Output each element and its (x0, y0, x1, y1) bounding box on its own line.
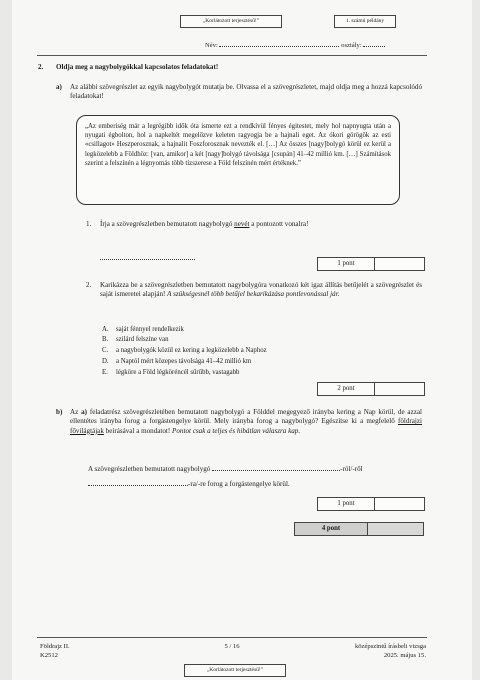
q2-points: 2 pont (318, 383, 375, 395)
q2-option[interactable]: E. légköre a Föld légköréncél sűrűbb, vastagabb (102, 369, 240, 376)
total-score-box (294, 522, 424, 536)
b-score-box (317, 497, 425, 511)
task-title: Oldja meg a nagybolygókkal kapcsolatos feladatokat! (56, 63, 219, 71)
direction-blank-1[interactable] (212, 470, 340, 471)
q2-text: Karikázza be a szövegrészletben bemutatott nagybolygóra vonatkozó két igaz állítás betűjelét a szövegrészlet és saját ismeretei alapján! A szükségesnél több betűjel bekarikázása pontlevonással jár. (100, 281, 422, 299)
copy-number-box: 1. számú példány (334, 15, 396, 28)
class-blank[interactable] (363, 46, 385, 47)
name-label: Név: (205, 42, 218, 49)
exam-page (12, 0, 472, 680)
q2-number: 2. (86, 281, 92, 289)
q1-points: 1 pont (318, 258, 375, 270)
part-b-text: Az a) feladatrész szövegrészletében bemutatott nagybolygó a Földdel megegyező irányba kering a Nap körül, de azzal ellentétes irányba forog a forgástengelye körül. Mely irányba forog a nagybolygó? Egészítse ki a megfelelő földrajzi fővilágtájak beírásával a mondatot! Pontot csak a teljes és hibátlan válaszra kap. (70, 408, 422, 435)
footer-exam: középszintű írásbeli vizsga (354, 643, 426, 650)
q2-option[interactable]: D. a Naptól mért közepes távolsága 41–42 millió km (102, 358, 252, 365)
name-field[interactable] (205, 41, 385, 50)
footer-rule (37, 637, 427, 638)
footer-date: 2025. május 15. (383, 652, 426, 659)
header-rule (37, 55, 427, 56)
q2-score-box (317, 382, 425, 396)
q2-option[interactable]: A. saját fénnyel rendelkezik (102, 326, 184, 333)
restricted-stamp: „Korlátozott terjesztésű!” (180, 15, 282, 28)
q1-answer-line[interactable] (100, 247, 195, 265)
footer-code: K2512 (40, 652, 58, 659)
source-quote: „Az emberiség már a legrégibb idők óta ismerte ezt a rendkívül fényes égitestet, mely hol napnyugta után a nyugati égbolton, hol a napkeltét megelőzve keleten ragyogja be a hajnali eget. Az ókori görögök az esti «csillagot» Heszperosznak, a hajnalit Foszforosznak nevezték el. […] Az összes [nagy]bolygó körül ez kerül a legközelebb a Földhöz: [van, amikor] a két [nagy]bolygó távolsága [csupán] 41–42 millió km. […] Számítások szerint a felszínén a légnyomás több tízszerese a Föld felszínén mért értéknek.” (85, 123, 391, 167)
q1-number: 1. (86, 220, 92, 228)
class-label: osztály: (341, 42, 362, 49)
footer-page: 5 / 16 (224, 643, 240, 650)
q2-option[interactable]: C. a nagybolygók közül ez kering a legközelebb a Naphoz (102, 347, 267, 354)
task-number: 2. (38, 63, 44, 71)
direction-blank-2[interactable] (88, 485, 188, 486)
footer-subject: Földrajz II. (40, 643, 70, 650)
total-points: 4 pont (295, 523, 368, 535)
source-quote-box (76, 115, 400, 205)
name-blank[interactable] (219, 46, 339, 47)
q1-text: Írja a szövegrészletben bemutatott nagybolygó nevét a pontozott vonalra! (100, 220, 309, 228)
part-a-intro: Az alábbi szövegrészlet az egyik nagybolygót mutatja be. Olvassa el a szövegrészletet, majd oldja meg a hozzá kapcsolódó feladatokat! (70, 83, 422, 101)
part-b-sentence-1: A szövegrészletben bemutatott nagybolygó -ról/-ről (88, 465, 363, 473)
part-a-marker: a) (56, 83, 62, 91)
footer-restricted-stamp: „Korlátozott terjesztésű!” (184, 664, 286, 677)
part-b-sentence-2: -ra/-re forog a forgástengelye körül. (88, 480, 290, 489)
q1-score-box (317, 257, 425, 271)
q2-option[interactable]: B. szilárd felszíne van (102, 336, 169, 343)
part-b-marker: b) (56, 408, 63, 416)
b-points: 1 pont (318, 498, 375, 510)
